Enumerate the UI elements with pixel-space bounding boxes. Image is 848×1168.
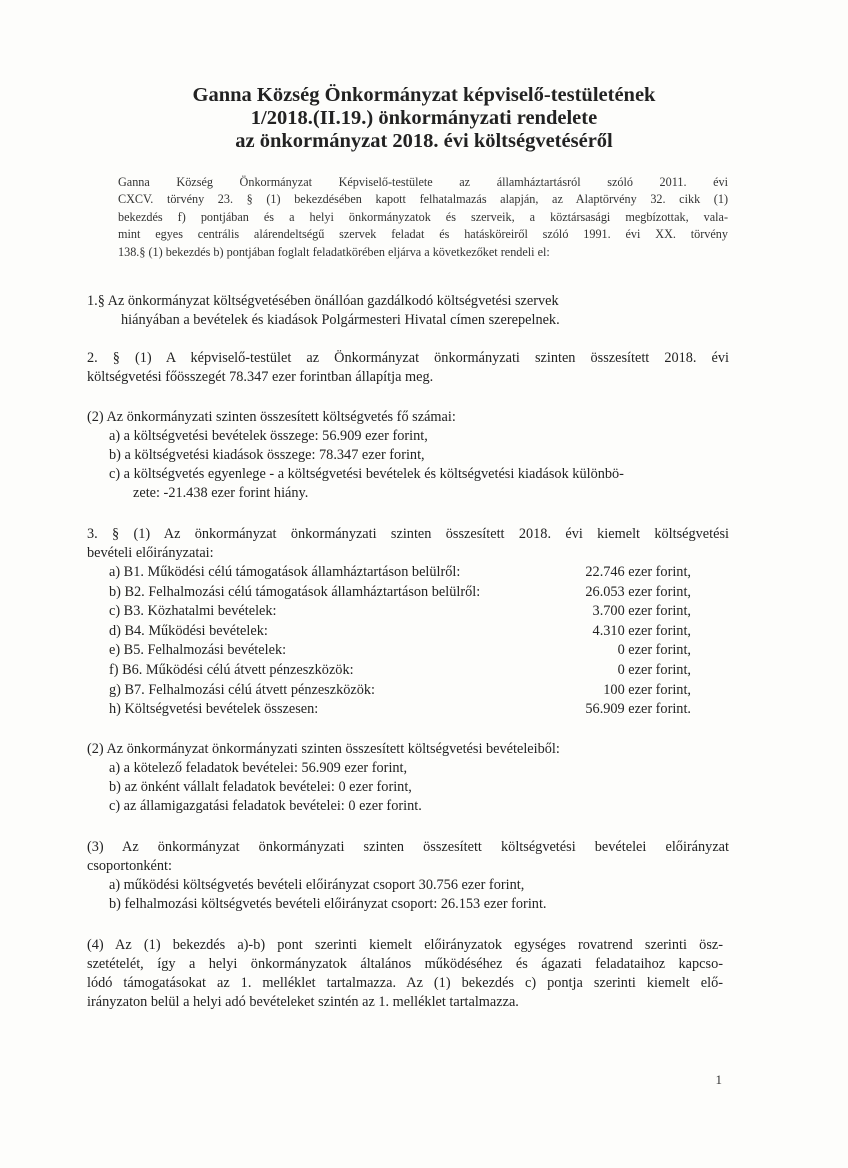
preamble	[118, 174, 728, 261]
table-row	[87, 563, 729, 583]
table-row	[87, 681, 729, 701]
row-label: f) B6. Működési célú átvett pénzeszközök:	[109, 661, 354, 678]
row-value: 100 ezer forint,	[603, 681, 691, 698]
row-label: e) B5. Felhalmozási bevételek:	[109, 642, 287, 659]
preamble-line: mint egyes centrális alárendeltségű szervek feladat és hatásköreiről szóló 1991. évi XX. törvény	[118, 227, 728, 242]
list-item-continuation: zete: -21.438 ezer forint hiány.	[133, 485, 309, 501]
section-2-line: költségvetési főösszegét 78.347 ezer forintban állapítja meg.	[87, 369, 434, 385]
list-item: c) az államigazgatási feladatok bevételei: 0 ezer forint.	[109, 798, 422, 814]
row-label: a) B1. Működési célú támogatások államháztartáson belülről:	[109, 564, 461, 580]
page-number: 1	[715, 1072, 722, 1087]
table-row	[87, 641, 729, 661]
preamble-line: Ganna Község Önkormányzat Képviselő-testülete az államháztartásról szóló 2011. évi	[118, 175, 728, 189]
row-value: 0 ezer forint,	[617, 661, 691, 678]
section-2-line: 2. § (1) A képviselő-testület az Önkormányzat önkormányzati szinten összesített 2018. évi	[87, 350, 729, 366]
row-label: b) B2. Felhalmozási célú támogatások államháztartáson belülről:	[109, 583, 481, 600]
paragraph-line: szetételét, így a helyi önkormányzatok általános működéséhez és ágazati feladataihoz kapcso-	[87, 956, 723, 972]
section-2-paragraph-2	[87, 408, 729, 503]
table-row	[87, 700, 729, 720]
paragraph-heading-cont: bevételi előirányzatai:	[87, 545, 214, 561]
list-item: a) a kötelező feladatok bevételei: 56.909 ezer forint,	[109, 760, 408, 776]
list-item: b) felhalmozási költségvetés bevételi előirányzat csoport: 26.153 ezer forint.	[109, 896, 547, 912]
row-value: 56.909 ezer forint.	[585, 701, 691, 718]
section-2-paragraph-1	[87, 349, 729, 387]
row-label: d) B4. Működési bevételek:	[109, 622, 268, 639]
paragraph-heading: (2) Az önkormányzati szinten összesített költségvetés fő számai:	[87, 409, 456, 425]
row-value: 4.310 ezer forint,	[592, 622, 691, 639]
section-3-paragraph-3	[87, 838, 729, 914]
paragraph-line: lódó támogatásokat az 1. melléklet tartalmazza. Az (1) bekezdés c) pontja szerinti kiemelt elő-	[87, 975, 723, 991]
section-1-line: 1.§ Az önkormányzat költségvetésében önállóan gazdálkodó költségvetési szervek	[87, 293, 559, 309]
preamble-line: CXCV. törvény 23. § (1) bekezdésében kapott felhatalmazás alapján, az Alaptörvény 32. cikk (1)	[118, 192, 728, 207]
row-label: g) B7. Felhalmozási célú átvett pénzeszközök:	[109, 681, 375, 698]
list-item: c) a költségvetés egyenlege - a költségvetési bevételek és költségvetési kiadások különbö-	[109, 466, 624, 482]
section-3-paragraph-2	[87, 740, 729, 816]
row-label: h) Költségvetési bevételek összesen:	[109, 701, 319, 718]
paragraph-heading: (2) Az önkormányzat önkormányzati szinten összesített költségvetési bevételeiből:	[87, 741, 560, 757]
section-3-paragraph-1	[87, 525, 729, 720]
list-item: b) az önként vállalt feladatok bevételei: 0 ezer forint,	[109, 779, 412, 795]
preamble-line: bekezdés f) pontjában és a helyi önkormányzatok és szerveik, a köztársasági megbízottak, vala-	[118, 209, 728, 224]
title-line-1: Ganna Község Önkormányzat képviselő-testületének	[192, 84, 656, 106]
row-value: 22.746 ezer forint,	[585, 564, 691, 580]
list-item: a) működési költségvetés bevételi előirányzat csoport 30.756 ezer forint,	[109, 877, 525, 893]
section-3-paragraph-4	[87, 936, 723, 1012]
table-row	[87, 602, 729, 622]
paragraph-heading-cont: csoportonként:	[87, 858, 172, 874]
revenue-table	[87, 563, 729, 720]
list-item: b) a költségvetési kiadások összege: 78.347 ezer forint,	[109, 447, 425, 463]
title-line-3: az önkormányzat 2018. évi költségvetéséről	[235, 130, 613, 152]
row-value: 26.053 ezer forint,	[585, 583, 691, 600]
table-row	[87, 583, 729, 603]
section-1-line: hiányában a bevételek és kiadások Polgármesteri Hivatal címen szerepelnek.	[121, 312, 560, 328]
paragraph-heading: (3) Az önkormányzat önkormányzati szinten összesített költségvetési bevételei előirányzat	[87, 839, 729, 855]
paragraph-heading: 3. § (1) Az önkormányzat önkormányzati szinten összesített 2018. évi kiemelt költségvetési	[87, 526, 729, 542]
table-row	[87, 622, 729, 642]
row-value: 3.700 ezer forint,	[592, 603, 691, 620]
paragraph-line: irányzaton belül a helyi adó bevételeket szintén az 1. melléklet tartalmazza.	[87, 994, 519, 1010]
row-label: c) B3. Közhatalmi bevételek:	[109, 603, 277, 620]
section-1	[87, 292, 727, 330]
title-line-2: 1/2018.(II.19.) önkormányzati rendelete	[250, 107, 598, 129]
list-item: a) a költségvetési bevételek összege: 56.909 ezer forint,	[109, 428, 428, 444]
document-title	[0, 84, 848, 153]
row-value: 0 ezer forint,	[617, 642, 691, 659]
table-row	[87, 661, 729, 681]
paragraph-line: (4) Az (1) bekezdés a)-b) pont szerinti kiemelt előirányzatok egységes rovatrend szerinti ösz-	[87, 937, 723, 953]
preamble-line: 138.§ (1) bekezdés b) pontjában foglalt feladatkörében eljárva a következőket rendeli el:	[118, 244, 550, 259]
